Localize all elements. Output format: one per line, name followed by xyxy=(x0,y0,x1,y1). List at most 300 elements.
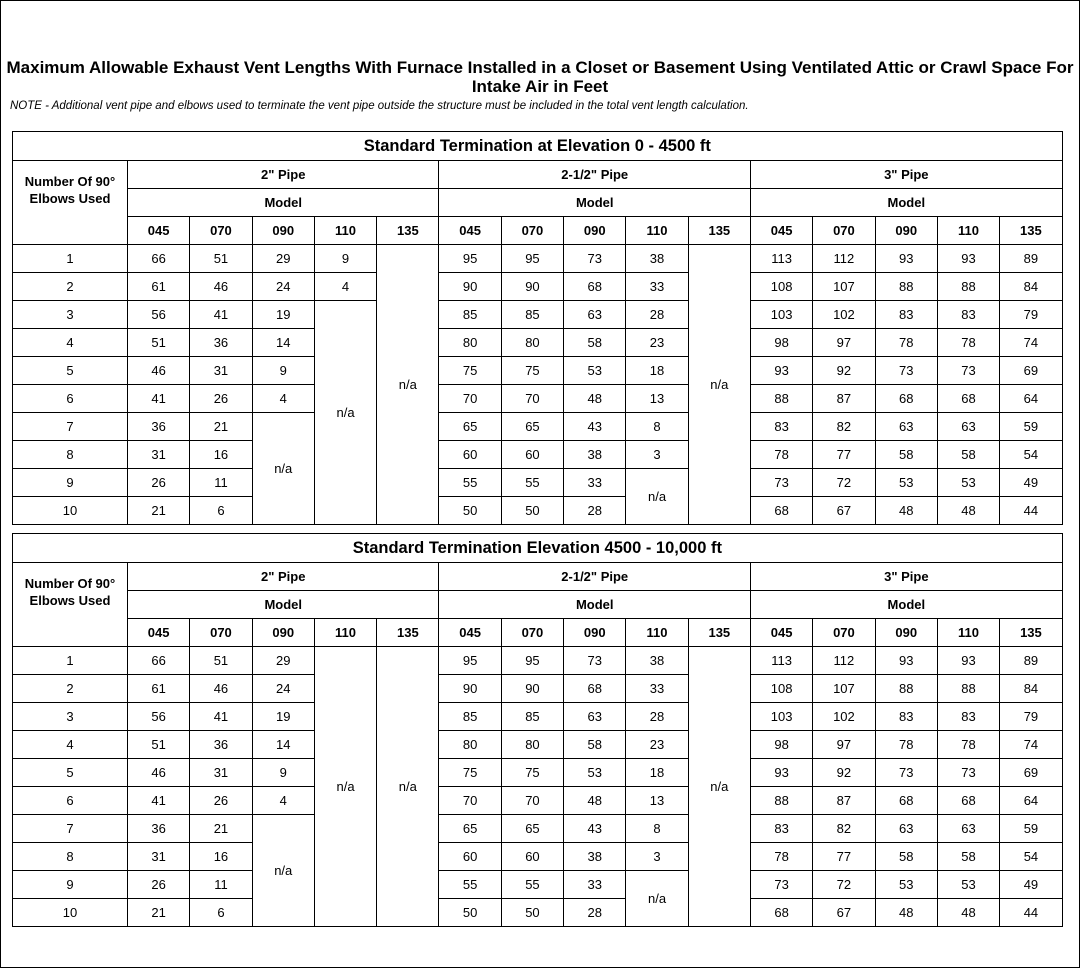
pipe-size-header: 2" Pipe xyxy=(128,563,439,591)
vent-length-cell: 28 xyxy=(564,899,626,927)
document-title: Maximum Allowable Exhaust Vent Lengths With Furnace Installed in a Closet or Basement Using Ventilated Attic or Crawl Space For Intake Air in Feet xyxy=(6,58,1074,96)
vent-length-cell: 11 xyxy=(190,871,252,899)
vent-length-cell: 73 xyxy=(937,357,999,385)
vent-length-cell: 83 xyxy=(875,301,937,329)
model-number: 045 xyxy=(128,217,190,245)
vent-length-cell: 72 xyxy=(813,469,875,497)
model-number: 135 xyxy=(1000,217,1063,245)
model-number: 090 xyxy=(252,217,314,245)
vent-length-cell: 95 xyxy=(501,245,563,273)
vent-length-cell: 24 xyxy=(252,675,314,703)
vent-length-cell: 68 xyxy=(750,899,812,927)
elbow-count: 6 xyxy=(13,787,128,815)
model-number: 070 xyxy=(501,619,563,647)
elbow-count: 9 xyxy=(13,469,128,497)
model-label: Model xyxy=(439,591,750,619)
vent-length-cell: 63 xyxy=(937,815,999,843)
vent-length-cell: 8 xyxy=(626,815,688,843)
vent-length-cell: 28 xyxy=(626,703,688,731)
table-row xyxy=(13,675,1063,703)
row-header-label: Number Of 90° Elbows Used xyxy=(13,563,128,647)
model-number: 110 xyxy=(626,619,688,647)
vent-length-cell: 33 xyxy=(564,871,626,899)
vent-length-cell: 29 xyxy=(252,245,314,273)
vent-length-cell: 80 xyxy=(501,731,563,759)
vent-length-cell: 55 xyxy=(439,871,501,899)
vent-length-cell: 75 xyxy=(439,357,501,385)
vent-length-cell: 46 xyxy=(128,759,190,787)
vent-length-cell: 88 xyxy=(750,787,812,815)
vent-length-cell: 9 xyxy=(252,357,314,385)
vent-length-cell: 31 xyxy=(128,441,190,469)
vent-length-cell: 3 xyxy=(626,441,688,469)
vent-length-cell: 63 xyxy=(564,301,626,329)
model-label: Model xyxy=(128,591,439,619)
pipe-size-header: 2-1/2" Pipe xyxy=(439,563,750,591)
table-row xyxy=(13,301,1063,329)
vent-length-cell: 68 xyxy=(875,385,937,413)
vent-length-cell: 79 xyxy=(1000,703,1063,731)
vent-length-cell: 108 xyxy=(750,675,812,703)
model-number: 135 xyxy=(377,217,439,245)
vent-length-cell: 60 xyxy=(501,441,563,469)
vent-length-cell: 88 xyxy=(937,273,999,301)
vent-length-cell: 18 xyxy=(626,357,688,385)
vent-length-cell: 8 xyxy=(626,413,688,441)
vent-length-cell: 3 xyxy=(626,843,688,871)
table-title: Standard Termination Elevation 4500 - 10,000 ft xyxy=(13,534,1063,563)
vent-length-cell: 83 xyxy=(750,413,812,441)
vent-length-cell: 21 xyxy=(190,815,252,843)
vent-length-cell: 90 xyxy=(439,273,501,301)
vent-length-cell: 78 xyxy=(937,329,999,357)
vent-length-cell: 14 xyxy=(252,329,314,357)
vent-table-low-elevation xyxy=(12,131,1063,525)
pipe-size-header: 3" Pipe xyxy=(750,563,1062,591)
vent-length-cell: 61 xyxy=(128,675,190,703)
vent-length-cell: 54 xyxy=(1000,843,1063,871)
vent-length-cell: 73 xyxy=(750,469,812,497)
vent-length-cell: 73 xyxy=(937,759,999,787)
vent-length-cell: 73 xyxy=(875,357,937,385)
vent-length-cell: 102 xyxy=(813,301,875,329)
vent-length-cell: 6 xyxy=(190,497,252,525)
model-number-row xyxy=(13,217,1063,245)
vent-length-cell: 83 xyxy=(937,301,999,329)
vent-length-cell: 60 xyxy=(439,843,501,871)
vent-length-cell: 107 xyxy=(813,273,875,301)
vent-length-cell: 4 xyxy=(252,385,314,413)
vent-length-cell: 19 xyxy=(252,301,314,329)
vent-length-cell: 38 xyxy=(626,647,688,675)
model-number: 045 xyxy=(439,217,501,245)
vent-length-cell: 78 xyxy=(937,731,999,759)
elbow-count: 9 xyxy=(13,871,128,899)
vent-length-cell: 68 xyxy=(564,675,626,703)
vent-length-cell: 36 xyxy=(128,815,190,843)
vent-length-cell: 70 xyxy=(501,787,563,815)
model-number: 070 xyxy=(190,217,252,245)
vent-length-cell: 70 xyxy=(501,385,563,413)
vent-length-cell: 64 xyxy=(1000,385,1063,413)
table-title: Standard Termination at Elevation 0 - 4500 ft xyxy=(13,132,1063,161)
vent-length-cell: 80 xyxy=(501,329,563,357)
vent-length-cell: 89 xyxy=(1000,245,1063,273)
vent-length-cell: 50 xyxy=(501,899,563,927)
vent-length-cell: 21 xyxy=(128,899,190,927)
vent-length-cell: 83 xyxy=(937,703,999,731)
model-number: 070 xyxy=(501,217,563,245)
vent-length-cell: 78 xyxy=(875,329,937,357)
vent-length-cell: 68 xyxy=(937,787,999,815)
elbow-count: 4 xyxy=(13,731,128,759)
vent-length-cell: 41 xyxy=(190,703,252,731)
vent-length-cell: 56 xyxy=(128,703,190,731)
model-number: 090 xyxy=(252,619,314,647)
vent-length-cell: 75 xyxy=(501,759,563,787)
vent-length-cell: 9 xyxy=(314,245,376,273)
vent-length-cell: 80 xyxy=(439,731,501,759)
model-label-row xyxy=(13,591,1063,619)
vent-length-cell: 23 xyxy=(626,731,688,759)
vent-length-cell: 93 xyxy=(875,647,937,675)
vent-length-cell: 16 xyxy=(190,441,252,469)
vent-length-cell: 58 xyxy=(937,441,999,469)
vent-length-cell: 90 xyxy=(439,675,501,703)
vent-length-cell: 66 xyxy=(128,647,190,675)
vent-length-cell: 77 xyxy=(813,441,875,469)
vent-length-cell: 78 xyxy=(750,441,812,469)
not-applicable-cell: n/a xyxy=(688,245,750,525)
vent-length-cell: 102 xyxy=(813,703,875,731)
vent-length-cell: 75 xyxy=(501,357,563,385)
elbow-count: 7 xyxy=(13,815,128,843)
vent-length-cell: 78 xyxy=(875,731,937,759)
vent-length-cell: 73 xyxy=(564,245,626,273)
table-row xyxy=(13,815,1063,843)
model-number: 045 xyxy=(750,619,812,647)
not-applicable-cell: n/a xyxy=(252,815,314,927)
vent-length-cell: 69 xyxy=(1000,759,1063,787)
vent-length-cell: 93 xyxy=(750,357,812,385)
vent-length-cell: 51 xyxy=(190,647,252,675)
table-row xyxy=(13,245,1063,273)
vent-length-cell: 53 xyxy=(937,469,999,497)
vent-length-cell: 26 xyxy=(128,469,190,497)
vent-length-cell: 48 xyxy=(564,385,626,413)
vent-length-cell: 68 xyxy=(937,385,999,413)
vent-length-cell: 28 xyxy=(564,497,626,525)
pipe-header-row xyxy=(13,161,1063,189)
vent-length-cell: 66 xyxy=(128,245,190,273)
vent-length-cell: 54 xyxy=(1000,441,1063,469)
model-label: Model xyxy=(128,189,439,217)
vent-length-cell: 58 xyxy=(564,731,626,759)
vent-length-cell: 84 xyxy=(1000,273,1063,301)
vent-length-cell: 19 xyxy=(252,703,314,731)
vent-length-cell: 51 xyxy=(128,731,190,759)
vent-length-cell: 68 xyxy=(750,497,812,525)
vent-length-cell: 93 xyxy=(937,245,999,273)
vent-length-cell: 88 xyxy=(875,675,937,703)
vent-length-cell: 4 xyxy=(252,787,314,815)
vent-length-cell: 59 xyxy=(1000,413,1063,441)
vent-length-cell: 65 xyxy=(439,413,501,441)
elbow-count: 8 xyxy=(13,441,128,469)
table-row xyxy=(13,871,1063,899)
elbow-count: 5 xyxy=(13,759,128,787)
vent-length-cell: 84 xyxy=(1000,675,1063,703)
vent-length-cell: 93 xyxy=(875,245,937,273)
vent-length-cell: 41 xyxy=(190,301,252,329)
vent-length-cell: 56 xyxy=(128,301,190,329)
model-number: 045 xyxy=(128,619,190,647)
elbow-count: 4 xyxy=(13,329,128,357)
model-label: Model xyxy=(750,591,1062,619)
vent-length-cell: 95 xyxy=(439,245,501,273)
elbow-count: 6 xyxy=(13,385,128,413)
model-number: 110 xyxy=(937,217,999,245)
model-number: 090 xyxy=(564,619,626,647)
model-number-row xyxy=(13,619,1063,647)
elbow-count: 7 xyxy=(13,413,128,441)
vent-length-cell: 112 xyxy=(813,647,875,675)
vent-length-cell: 67 xyxy=(813,899,875,927)
vent-length-cell: 33 xyxy=(564,469,626,497)
vent-length-cell: 44 xyxy=(1000,899,1063,927)
vent-length-cell: 82 xyxy=(813,815,875,843)
vent-length-cell: 98 xyxy=(750,329,812,357)
vent-length-cell: 53 xyxy=(875,871,937,899)
vent-length-cell: 48 xyxy=(937,497,999,525)
model-label: Model xyxy=(439,189,750,217)
vent-length-cell: 49 xyxy=(1000,469,1063,497)
vent-length-cell: 55 xyxy=(501,871,563,899)
vent-length-cell: 18 xyxy=(626,759,688,787)
vent-length-cell: 98 xyxy=(750,731,812,759)
vent-length-cell: 38 xyxy=(626,245,688,273)
not-applicable-cell: n/a xyxy=(314,301,376,525)
vent-length-cell: 80 xyxy=(439,329,501,357)
vent-length-cell: 33 xyxy=(626,273,688,301)
model-number: 135 xyxy=(1000,619,1063,647)
vent-length-cell: 72 xyxy=(813,871,875,899)
note-text: NOTE - Additional vent pipe and elbows used to terminate the vent pipe outside the structure must be included in the total vent length calculation. xyxy=(10,100,749,112)
vent-length-cell: 13 xyxy=(626,385,688,413)
vent-length-cell: 65 xyxy=(501,815,563,843)
vent-length-cell: 49 xyxy=(1000,871,1063,899)
vent-length-cell: 92 xyxy=(813,759,875,787)
vent-length-cell: 50 xyxy=(439,497,501,525)
table-row xyxy=(13,441,1063,469)
vent-length-cell: 48 xyxy=(875,497,937,525)
vent-length-cell: 113 xyxy=(750,245,812,273)
vent-length-cell: 58 xyxy=(875,441,937,469)
elbow-count: 5 xyxy=(13,357,128,385)
model-label-row xyxy=(13,189,1063,217)
vent-length-cell: 112 xyxy=(813,245,875,273)
not-applicable-cell: n/a xyxy=(688,647,750,927)
model-number: 070 xyxy=(190,619,252,647)
not-applicable-cell: n/a xyxy=(377,647,439,927)
vent-length-cell: 73 xyxy=(875,759,937,787)
vent-length-cell: 41 xyxy=(128,787,190,815)
elbow-count: 3 xyxy=(13,703,128,731)
elbow-count: 2 xyxy=(13,675,128,703)
table-row xyxy=(13,899,1063,927)
vent-length-cell: 16 xyxy=(190,843,252,871)
not-applicable-cell: n/a xyxy=(252,413,314,525)
vent-length-cell: 43 xyxy=(564,413,626,441)
vent-length-cell: 26 xyxy=(190,787,252,815)
vent-length-cell: 63 xyxy=(875,413,937,441)
model-number: 110 xyxy=(937,619,999,647)
vent-table-high-elevation xyxy=(12,533,1063,927)
vent-length-cell: 60 xyxy=(501,843,563,871)
vent-length-cell: 74 xyxy=(1000,329,1063,357)
table-row xyxy=(13,357,1063,385)
pipe-header-row xyxy=(13,563,1063,591)
title-row xyxy=(13,132,1063,161)
vent-length-cell: 89 xyxy=(1000,647,1063,675)
vent-length-cell: 58 xyxy=(564,329,626,357)
table-row xyxy=(13,273,1063,301)
model-number: 090 xyxy=(875,217,937,245)
vent-length-cell: 74 xyxy=(1000,731,1063,759)
vent-length-cell: 38 xyxy=(564,441,626,469)
vent-length-cell: 73 xyxy=(564,647,626,675)
vent-length-cell: 103 xyxy=(750,703,812,731)
vent-length-cell: 65 xyxy=(439,815,501,843)
table-row xyxy=(13,385,1063,413)
vent-length-cell: 108 xyxy=(750,273,812,301)
vent-length-cell: 55 xyxy=(501,469,563,497)
vent-length-cell: 73 xyxy=(750,871,812,899)
vent-length-cell: 63 xyxy=(937,413,999,441)
vent-length-cell: 46 xyxy=(128,357,190,385)
vent-length-cell: 21 xyxy=(128,497,190,525)
vent-length-cell: 90 xyxy=(501,273,563,301)
vent-length-cell: 31 xyxy=(190,357,252,385)
elbow-count: 10 xyxy=(13,497,128,525)
vent-length-cell: 95 xyxy=(501,647,563,675)
elbow-count: 2 xyxy=(13,273,128,301)
vent-length-cell: 38 xyxy=(564,843,626,871)
vent-length-cell: 67 xyxy=(813,497,875,525)
vent-length-cell: 51 xyxy=(128,329,190,357)
not-applicable-cell: n/a xyxy=(314,647,376,927)
vent-length-cell: 95 xyxy=(439,647,501,675)
vent-length-cell: 85 xyxy=(501,301,563,329)
model-number: 135 xyxy=(688,619,750,647)
vent-length-cell: 68 xyxy=(875,787,937,815)
table-row xyxy=(13,469,1063,497)
vent-length-cell: 11 xyxy=(190,469,252,497)
table-row xyxy=(13,843,1063,871)
vent-length-cell: 31 xyxy=(190,759,252,787)
vent-length-cell: 53 xyxy=(875,469,937,497)
elbow-count: 10 xyxy=(13,899,128,927)
vent-length-cell: 97 xyxy=(813,329,875,357)
model-number: 090 xyxy=(875,619,937,647)
model-number: 110 xyxy=(314,217,376,245)
vent-length-cell: 85 xyxy=(501,703,563,731)
model-number: 110 xyxy=(314,619,376,647)
vent-length-cell: 41 xyxy=(128,385,190,413)
vent-length-cell: 46 xyxy=(190,273,252,301)
pipe-size-header: 2" Pipe xyxy=(128,161,439,189)
vent-length-cell: 75 xyxy=(439,759,501,787)
vent-length-cell: 14 xyxy=(252,731,314,759)
vent-length-cell: 88 xyxy=(937,675,999,703)
vent-length-cell: 46 xyxy=(190,675,252,703)
vent-length-cell: 92 xyxy=(813,357,875,385)
vent-length-cell: 43 xyxy=(564,815,626,843)
not-applicable-cell: n/a xyxy=(377,245,439,525)
vent-length-cell: 55 xyxy=(439,469,501,497)
table-row xyxy=(13,413,1063,441)
model-number: 070 xyxy=(813,619,875,647)
table-row xyxy=(13,329,1063,357)
vent-length-cell: 21 xyxy=(190,413,252,441)
vent-length-cell: 44 xyxy=(1000,497,1063,525)
vent-length-cell: 36 xyxy=(128,413,190,441)
vent-length-cell: 29 xyxy=(252,647,314,675)
table-row xyxy=(13,703,1063,731)
vent-length-cell: 31 xyxy=(128,843,190,871)
vent-length-cell: 59 xyxy=(1000,815,1063,843)
vent-length-cell: 33 xyxy=(626,675,688,703)
vent-length-cell: 68 xyxy=(564,273,626,301)
vent-length-cell: 58 xyxy=(875,843,937,871)
elbow-count: 3 xyxy=(13,301,128,329)
vent-length-cell: 51 xyxy=(190,245,252,273)
vent-length-cell: 60 xyxy=(439,441,501,469)
pipe-size-header: 2-1/2" Pipe xyxy=(439,161,750,189)
vent-length-cell: 23 xyxy=(626,329,688,357)
vent-length-cell: 48 xyxy=(937,899,999,927)
model-label: Model xyxy=(750,189,1062,217)
vent-length-cell: 26 xyxy=(128,871,190,899)
table-row xyxy=(13,787,1063,815)
vent-length-cell: 83 xyxy=(875,703,937,731)
vent-length-cell: 107 xyxy=(813,675,875,703)
vent-length-cell: 103 xyxy=(750,301,812,329)
vent-length-cell: 78 xyxy=(750,843,812,871)
row-header-label: Number Of 90° Elbows Used xyxy=(13,161,128,245)
model-number: 135 xyxy=(377,619,439,647)
model-number: 090 xyxy=(564,217,626,245)
not-applicable-cell: n/a xyxy=(626,469,688,525)
vent-length-cell: 70 xyxy=(439,385,501,413)
vent-length-cell: 90 xyxy=(501,675,563,703)
table-row xyxy=(13,731,1063,759)
vent-length-cell: 26 xyxy=(190,385,252,413)
elbow-count: 1 xyxy=(13,647,128,675)
vent-length-cell: 87 xyxy=(813,385,875,413)
vent-length-cell: 88 xyxy=(750,385,812,413)
vent-length-cell: 13 xyxy=(626,787,688,815)
vent-length-cell: 4 xyxy=(314,273,376,301)
vent-length-cell: 63 xyxy=(564,703,626,731)
vent-length-cell: 93 xyxy=(750,759,812,787)
vent-length-cell: 82 xyxy=(813,413,875,441)
vent-length-cell: 70 xyxy=(439,787,501,815)
vent-length-cell: 113 xyxy=(750,647,812,675)
vent-length-cell: 28 xyxy=(626,301,688,329)
vent-length-cell: 88 xyxy=(875,273,937,301)
vent-length-cell: 93 xyxy=(937,647,999,675)
